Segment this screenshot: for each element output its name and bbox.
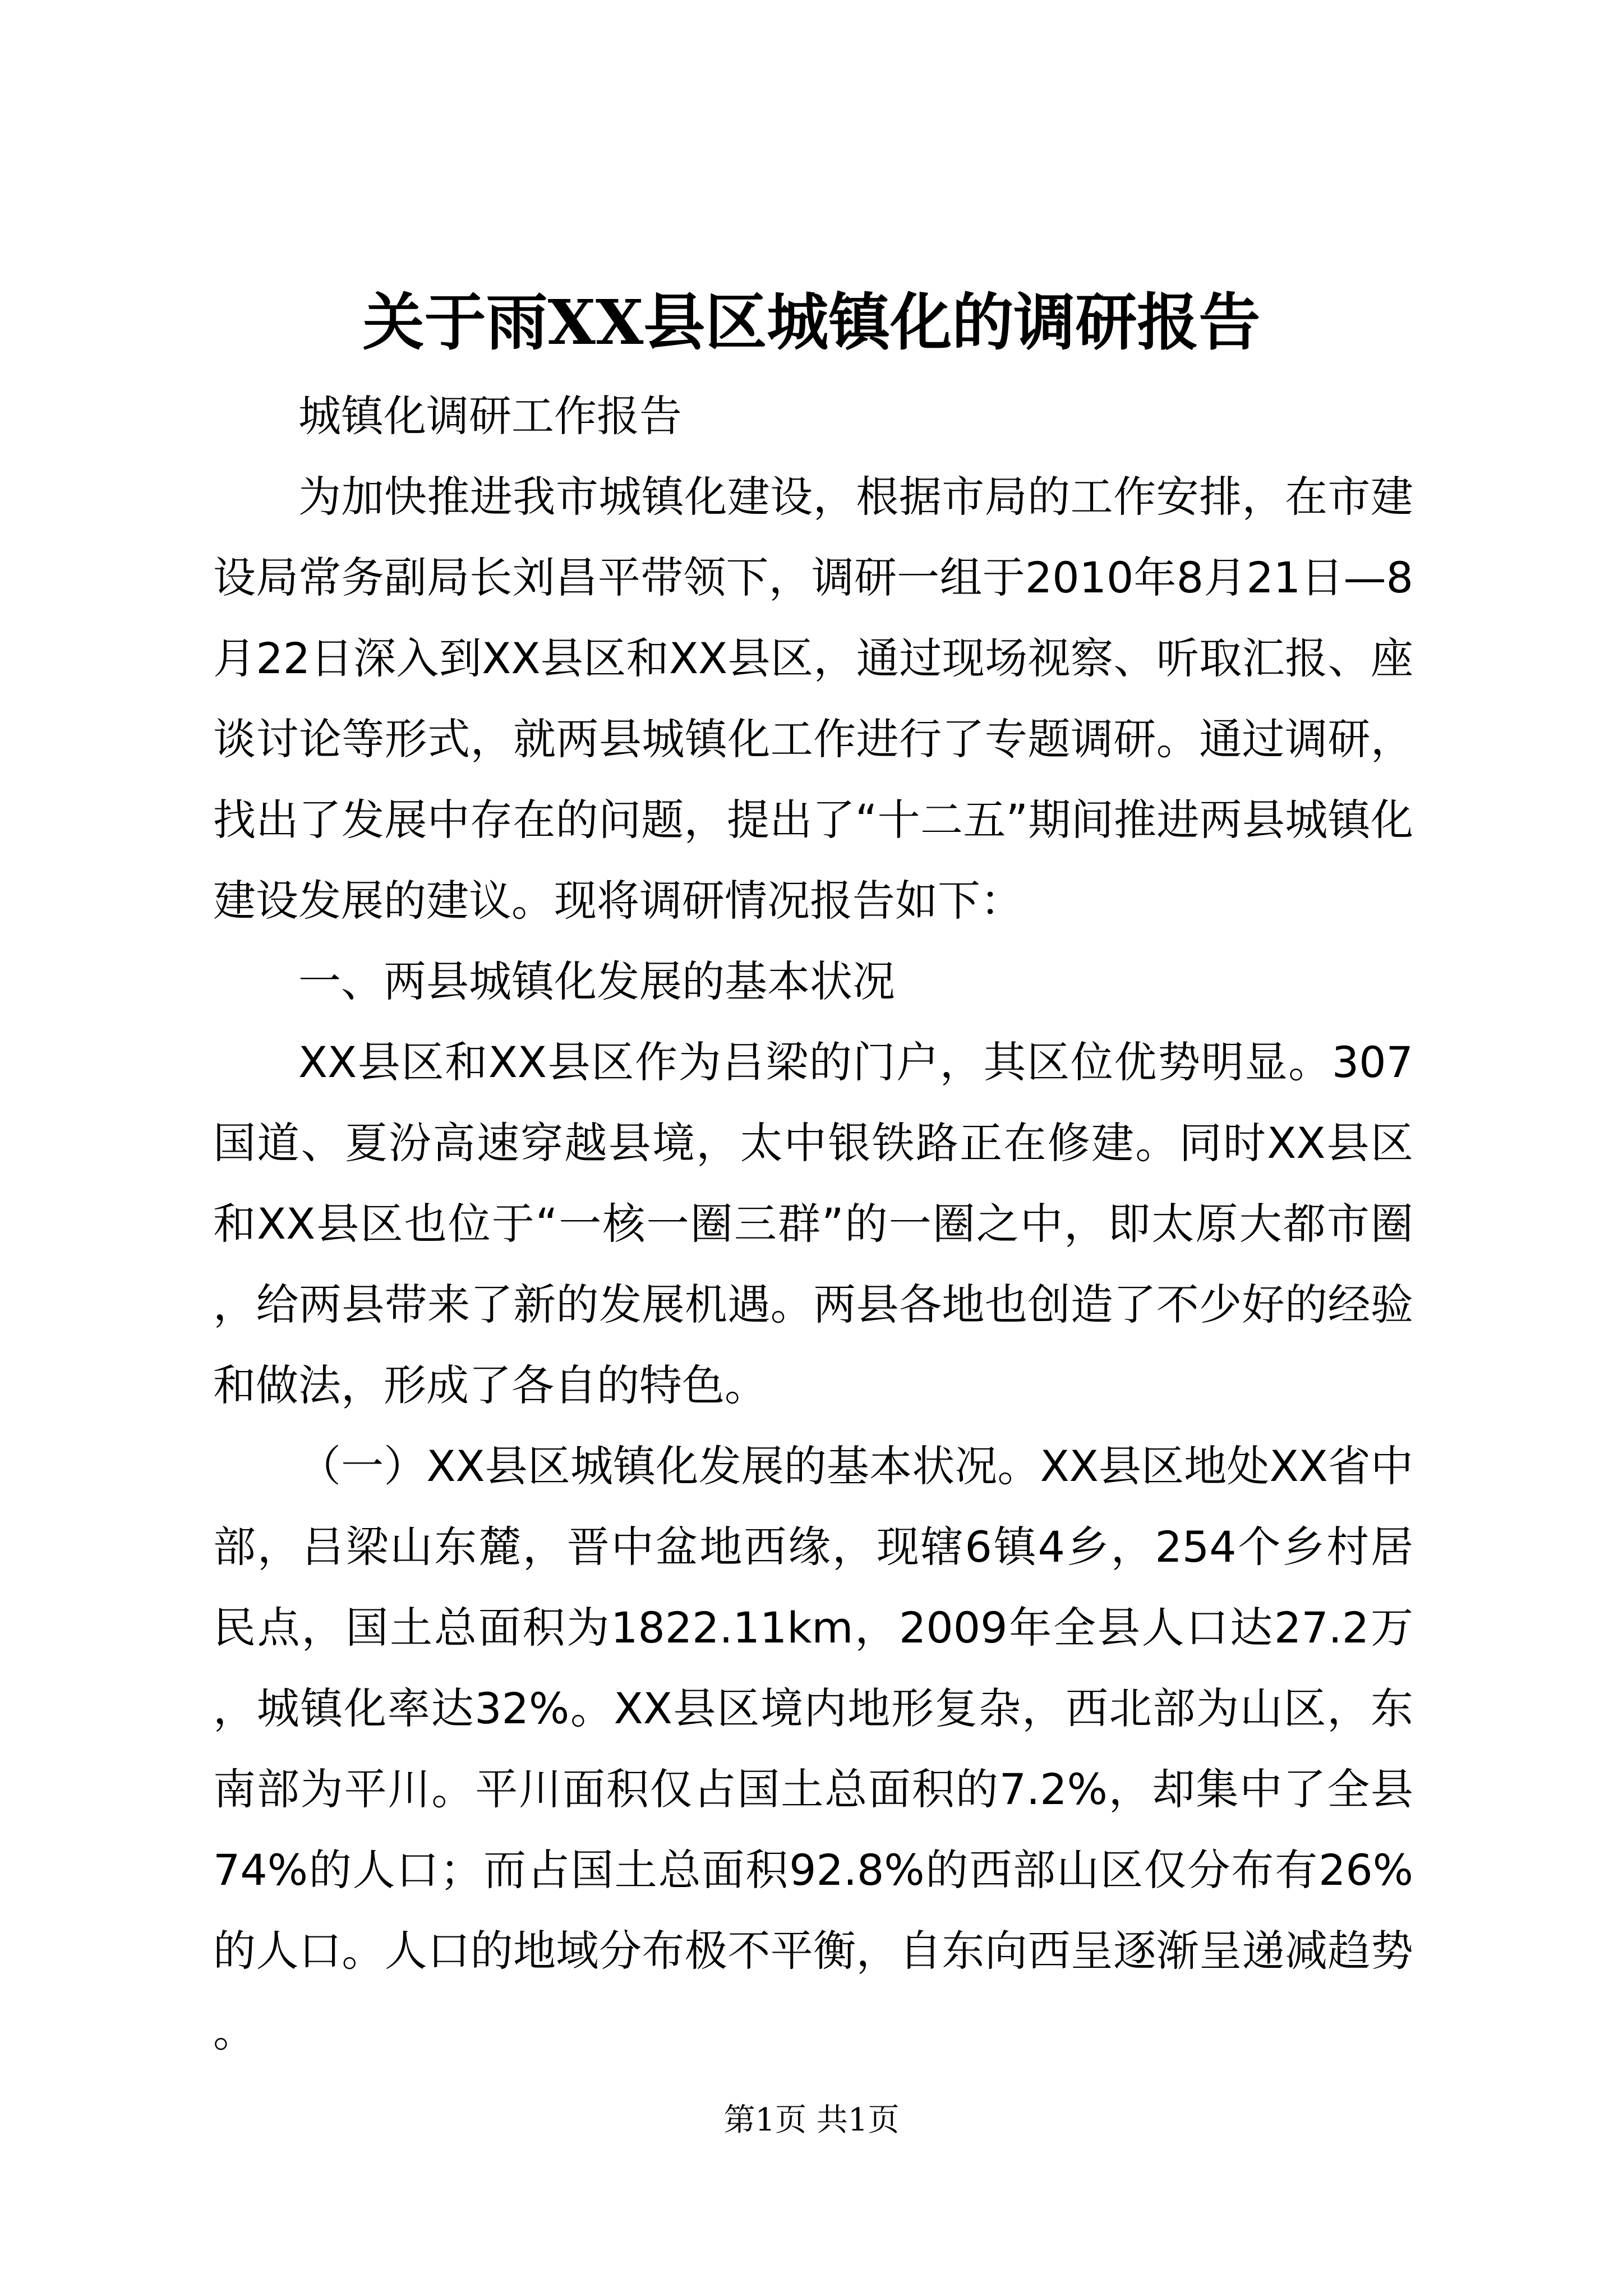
section-heading-1: 一、两县城镇化发展的基本状况 — [298, 956, 895, 1006]
page-number-footer: 第1页 共1页 — [723, 2102, 900, 2138]
location-paragraph: XX县区和XX县区作为吕梁的门户，其区位优势明显。307国道、夏汾高速穿越县境，太中银铁路正在修建。同时XX县区和XX县区也位于“一核一圈三群”的一圈之中，即太原大都市圈，给两县带来了新的发展机遇。两县各地也创造了不少好的经验和做法，形成了各自的特色。 — [213, 1037, 1413, 1410]
document-title: 关于雨XX县区城镇化的调研报告 — [362, 286, 1261, 358]
intro-paragraph: 为加快推进我市城镇化建设，根据市局的工作安排，在市建设局常务副局长刘昌平带领下，调研一组于2010年8月21日—8月22日深入到XX县区和XX县区，通过现场视察、听取汇报、座谈讨论等形式，就两县城镇化工作进行了专题调研。通过调研，找出了发展中存在的问题，提出了“十二五”期间推进两县城镇化建设发展的建议。现将调研情况报告如下： — [213, 472, 1413, 926]
document-body — [213, 376, 1413, 2072]
county-status-paragraph: （一）XX县区城镇化发展的基本状况。XX县区地处XX省中部，吕梁山东麓，晋中盆地西缘，现辖6镇4乡，254个乡村居民点，国土总面积为1822.11km，2009年全县人口达27.2万，城镇化率达32%。XX县区境内地形复杂，西北部为山区，东南部为平川。平川面积仅占国土总面积的7.2%，却集中了全县74%的人口；而占国土总面积92.8%的西部山区仅分布有26%的人口。人口的地域分布极不平衡，自东向西呈逐渐呈递减趋势。 — [213, 1441, 1413, 2056]
subtitle-paragraph: 城镇化调研工作报告 — [298, 391, 682, 441]
